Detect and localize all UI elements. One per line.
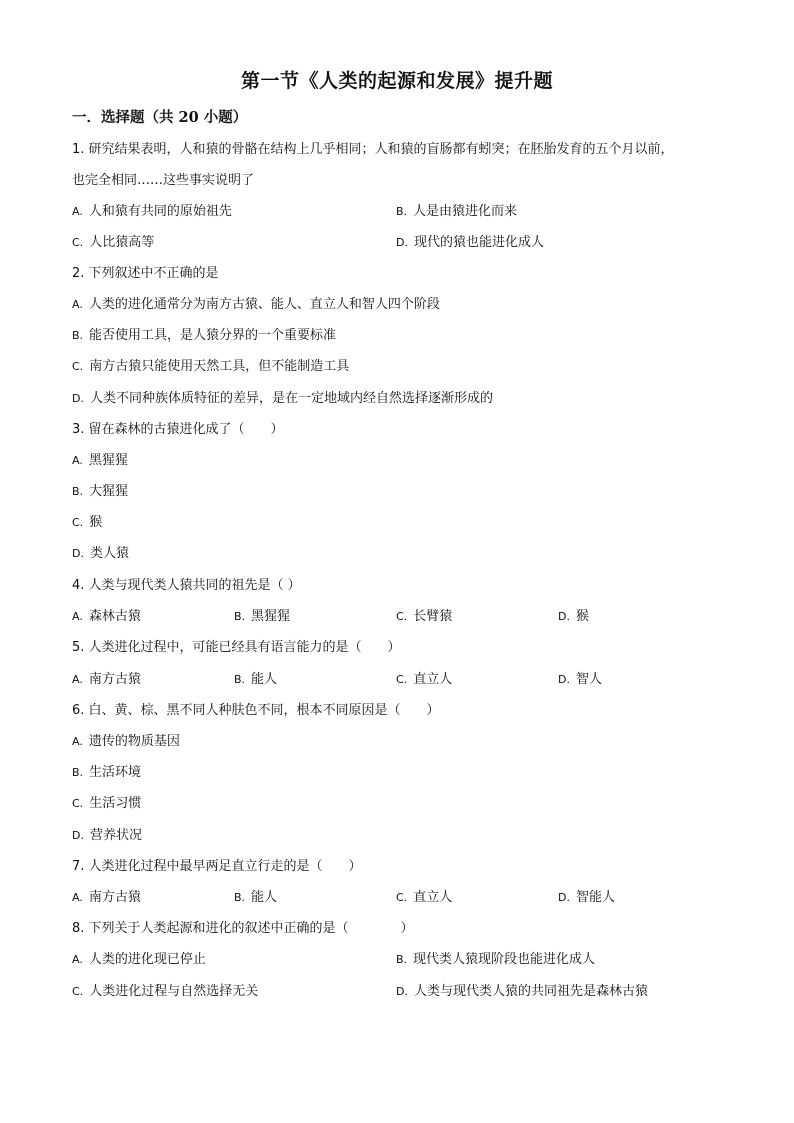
question-2-option-d[interactable]: D. 人类不同种族体质特征的差异，是在一定地域内经自然选择逐渐形成的 (72, 391, 493, 406)
question-2-option-a[interactable]: A. 人类的进化通常分为南方古猿、能人、直立人和智人四个阶段 (72, 297, 440, 312)
question-1-stem-line-1: 1. 研究结果表明，人和猿的骨骼在结构上几乎相同；人和猿的盲肠都有蚓突；在胚胎发育的五个月以前， (72, 142, 674, 157)
question-4-option-d[interactable]: D. 猴 (558, 609, 589, 624)
question-6-option-a[interactable]: A. 遗传的物质基因 (72, 734, 180, 749)
question-5-option-d[interactable]: D. 智人 (558, 672, 602, 687)
question-4-option-b[interactable]: B. 黑猩猩 (234, 609, 291, 624)
question-7-option-c[interactable]: C. 直立人 (396, 890, 453, 905)
question-1-option-b[interactable]: B. 人是由猿进化而来 (396, 204, 518, 219)
question-5-option-b[interactable]: B. 能人 (234, 672, 278, 687)
question-4-option-c[interactable]: C. 长臂猿 (396, 609, 453, 624)
question-3-option-c[interactable]: C. 猴 (72, 515, 103, 530)
question-4-stem: 4. 人类与现代类人猿共同的祖先是（ ） (72, 578, 301, 593)
question-6-option-d[interactable]: D. 营养状况 (72, 828, 142, 843)
question-6-stem: 6. 白、黄、棕、黑不同人种肤色不同，根本不同原因是（ ） (72, 703, 440, 718)
section-heading: 一．选择题（共 20 小题） (72, 109, 248, 126)
question-7-option-b[interactable]: B. 能人 (234, 890, 278, 905)
question-8-option-a[interactable]: A. 人类的进化现已停止 (72, 952, 206, 967)
question-3-option-a[interactable]: A. 黑猩猩 (72, 453, 128, 468)
question-5-option-a[interactable]: A. 南方古猿 (72, 672, 141, 687)
question-7-option-d[interactable]: D. 智能人 (558, 890, 615, 905)
question-7-stem: 7. 人类进化过程中最早两足直立行走的是（ ） (72, 859, 362, 874)
question-5-stem: 5. 人类进化过程中，可能已经具有语言能力的是（ ） (72, 640, 401, 655)
question-2-option-b[interactable]: B. 能否使用工具，是人猿分界的一个重要标准 (72, 328, 337, 343)
question-2-option-c[interactable]: C. 南方古猿只能使用天然工具，但不能制造工具 (72, 359, 350, 374)
question-4-option-a[interactable]: A. 森林古猿 (72, 609, 141, 624)
question-7-option-a[interactable]: A. 南方古猿 (72, 890, 141, 905)
question-3-stem: 3. 留在森林的古猿进化成了（ ） (72, 422, 284, 437)
question-8-option-b[interactable]: B. 现代类人猿现阶段也能进化成人 (396, 952, 596, 967)
question-6-option-b[interactable]: B. 生活环境 (72, 765, 142, 780)
question-1-option-a[interactable]: A. 人和猿有共同的原始祖先 (72, 204, 232, 219)
question-1-option-d[interactable]: D. 现代的猿也能进化成人 (396, 235, 544, 250)
question-3-option-b[interactable]: B. 大猩猩 (72, 484, 129, 499)
question-1-option-c[interactable]: C. 人比猿高等 (72, 235, 155, 250)
question-5-option-c[interactable]: C. 直立人 (396, 672, 453, 687)
question-1-stem-line-2: 也完全相同……这些事实说明了 (72, 173, 255, 188)
question-6-option-c[interactable]: C. 生活习惯 (72, 796, 142, 811)
page-title: 第一节《人类的起源和发展》提升题 (240, 70, 553, 92)
question-3-option-d[interactable]: D. 类人猿 (72, 546, 129, 561)
question-2-stem: 2. 下列叙述中不正确的是 (72, 266, 219, 281)
question-8-option-d[interactable]: D. 人类与现代类人猿的共同祖先是森林古猿 (396, 984, 648, 999)
question-8-stem: 8. 下列关于人类起源和进化的叙述中正确的是（ ） (72, 921, 414, 936)
question-8-option-c[interactable]: C. 人类进化过程与自然选择无关 (72, 984, 259, 999)
